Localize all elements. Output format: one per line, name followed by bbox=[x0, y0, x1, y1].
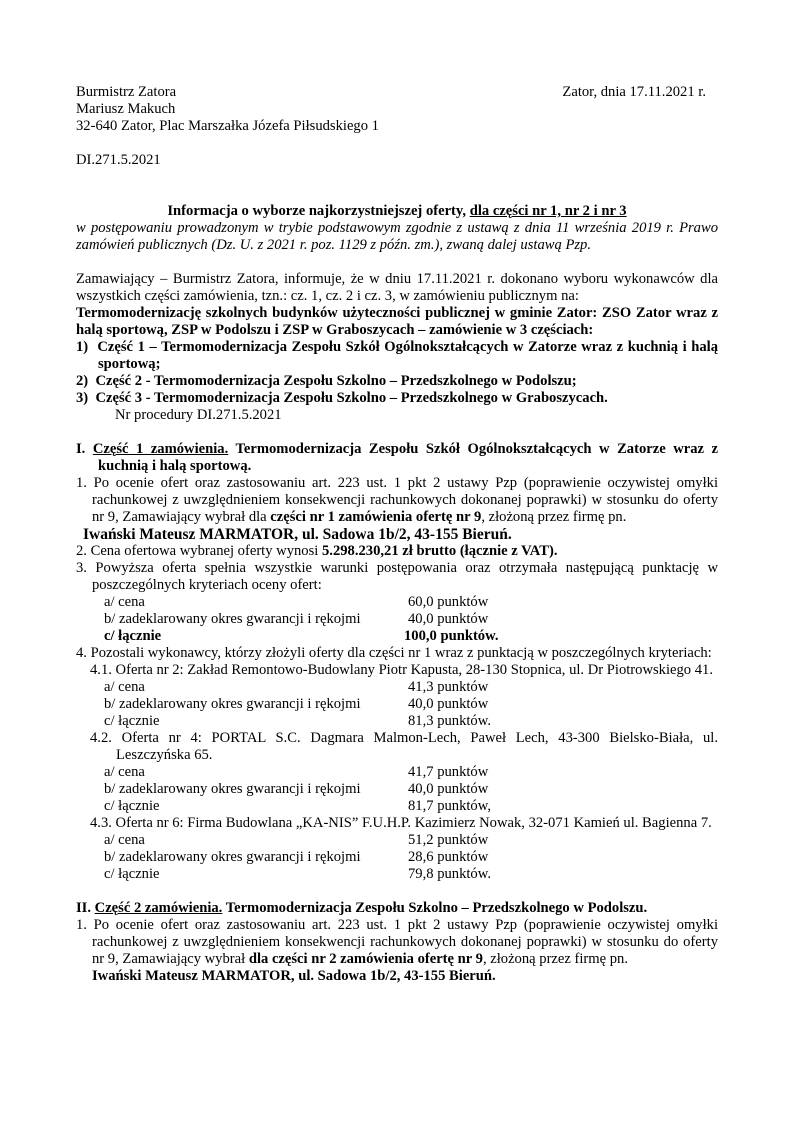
sender-name: Burmistrz Zatora bbox=[76, 84, 177, 100]
section-1-point-1: 1. Po ocenie ofert oraz zastosowaniu art. 223 ust. 1 pkt 2 ustawy Pzp (poprawienie oczywistej omyłki rachunkowej z uwzględnieniem konsekwencji rachunkowych dokonanej poprawki) w stosunku do oferty nr 9, Zamawiający wybrał dla części nr 1 zamówienia ofertę nr 9, złożoną przez firmę pn. bbox=[76, 475, 718, 525]
sender-address: 32-640 Zator, Plac Marszałka Józefa Piłsudskiego 1 bbox=[76, 118, 379, 134]
part-item: 2) Część 2 - Termomodernizacja Zespołu Szkolno – Przedszkolnego w Podolszu; bbox=[76, 373, 577, 389]
part-item: 3) Część 3 - Termomodernizacja Zespołu Szkolno – Przedszkolnego w Graboszycach. bbox=[76, 390, 608, 406]
parts-list bbox=[76, 339, 718, 407]
section-2-selected-firm: Iwański Mateusz MARMATOR, ul. Sadowa 1b/2, 43-155 Bieruń. bbox=[92, 968, 496, 984]
document-title: Informacja o wyborze najkorzystniejszej oferty, dla części nr 1, nr 2 i nr 3 bbox=[167, 203, 627, 219]
section-1-point-2: 2. Cena ofertowa wybranej oferty wynosi 5.298.230,21 zł brutto (łącznie z VAT). bbox=[76, 543, 558, 559]
place-date: Zator, dnia 17.11.2021 r. bbox=[562, 84, 706, 100]
part-item: 1) Część 1 – Termomodernizacja Zespołu Szkół Ogólnokształcących w Zatorze wraz z kuchnią i halą sportową; bbox=[76, 339, 719, 372]
offer-heading: 4.1. Oferta nr 2: Zakład Remontowo-Budowlany Piotr Kapusta, 28-130 Stopnica, ul. Dr Piotrowskiego 41. bbox=[90, 662, 713, 678]
section-1-selected-firm: Iwański Mateusz MARMATOR, ul. Sadowa 1b/2, 43-155 Bieruń. bbox=[83, 526, 512, 543]
offer-heading: 4.3. Oferta nr 6: Firma Budowlana „KA-NIS” F.U.H.P. Kazimierz Nowak, 32-071 Kamień ul. Bagienna 7. bbox=[90, 815, 712, 831]
score-row: c/ łącznie 79,8 punktów. bbox=[104, 866, 491, 882]
section-2-point-1: 1. Po ocenie ofert oraz zastosowaniu art. 223 ust. 1 pkt 2 ustawy Pzp (poprawienie oczywistej omyłki rachunkowej z uwzględnieniem konsekwencji rachunkowych dokonanej poprawki) w stosunku do oferty nr 9, Zamawiający wybrał dla części nr 2 zamówienia ofertę nr 9, złożoną przez firmę pn. bbox=[76, 917, 718, 967]
section-1-point-4: 4. Pozostali wykonawcy, którzy złożyli oferty dla części nr 1 wraz z punktacją w poszczególnych kryteriach: bbox=[76, 645, 712, 661]
sender-person: Mariusz Makuch bbox=[76, 101, 176, 117]
score-row: b/ zadeklarowany okres gwarancji i rękojmi 40,0 punktów bbox=[104, 781, 489, 797]
reference-number: DI.271.5.2021 bbox=[76, 152, 161, 168]
score-row: a/ cena 41,3 punktów bbox=[104, 679, 489, 695]
document-page bbox=[76, 84, 718, 985]
section-2-heading: II. Część 2 zamówienia. Termomodernizacja Zespołu Szkolno – Przedszkolnego w Podolszu. bbox=[76, 900, 648, 916]
score-row: a/ cena 51,2 punktów bbox=[104, 832, 489, 848]
contract-subject: Termomodernizację szkolnych budynków użyteczności publicznej w gminie Zator: ZSO Zator wraz z halą sportową, ZSP w Podolszu i ZSP w Graboszycach – zamówienie w 3 częściach: bbox=[76, 305, 718, 338]
score-row: c/ łącznie 81,3 punktów. bbox=[104, 713, 491, 729]
score-row: b/ zadeklarowany okres gwarancji i rękojmi 28,6 punktów bbox=[104, 849, 489, 865]
intro-text: Zamawiający – Burmistrz Zatora, informuje, że w dniu 17.11.2021 r. dokonano wyboru wykonawców dla wszystkich części zamówienia, tzn.: cz. 1, cz. 2 i cz. 3, w zamówieniu publicznym na: bbox=[76, 271, 718, 304]
score-row: c/ łącznie 81,7 punktów, bbox=[104, 798, 491, 814]
letter-header bbox=[76, 84, 718, 101]
score-row: a/ cena 60,0 punktów bbox=[104, 594, 489, 610]
score-row: b/ zadeklarowany okres gwarancji i rękojmi 40,0 punktów bbox=[104, 696, 489, 712]
section-1-heading: I. Część 1 zamówienia. Termomodernizacja Zespołu Szkół Ogólnokształcących w Zatorze wraz z kuchnią i halą sportową. bbox=[76, 441, 718, 474]
title-parts: dla części nr 1, nr 2 i nr 3 bbox=[469, 203, 627, 219]
score-row: a/ cena 41,7 punktów bbox=[104, 764, 489, 780]
procedure-number: Nr procedury DI.271.5.2021 bbox=[115, 407, 282, 423]
section-1-point-3: 3. Powyższa oferta spełnia wszystkie warunki postępowania oraz otrzymała następującą punktację w poszczególnych kryteriach oceny ofert: bbox=[76, 560, 718, 593]
score-row-total: c/ łącznie 100,0 punktów. bbox=[104, 628, 499, 644]
score-row: b/ zadeklarowany okres gwarancji i rękojmi 40,0 punktów bbox=[104, 611, 489, 627]
title-subtitle: w postępowaniu prowadzonym w trybie podstawowym zgodnie z ustawą z dnia 11 września 2019 r. Prawo zamówień publicznych (Dz. U. z 2021 r. poz. 1129 z późn. zm.), zwaną dalej ustawą Pzp. bbox=[76, 220, 718, 253]
offer-heading: 4.2. Oferta nr 4: PORTAL S.C. Dagmara Malmon-Lech, Paweł Lech, 43-300 Bielsko-Biała, ul. Leszczyńska 65. bbox=[90, 730, 718, 763]
